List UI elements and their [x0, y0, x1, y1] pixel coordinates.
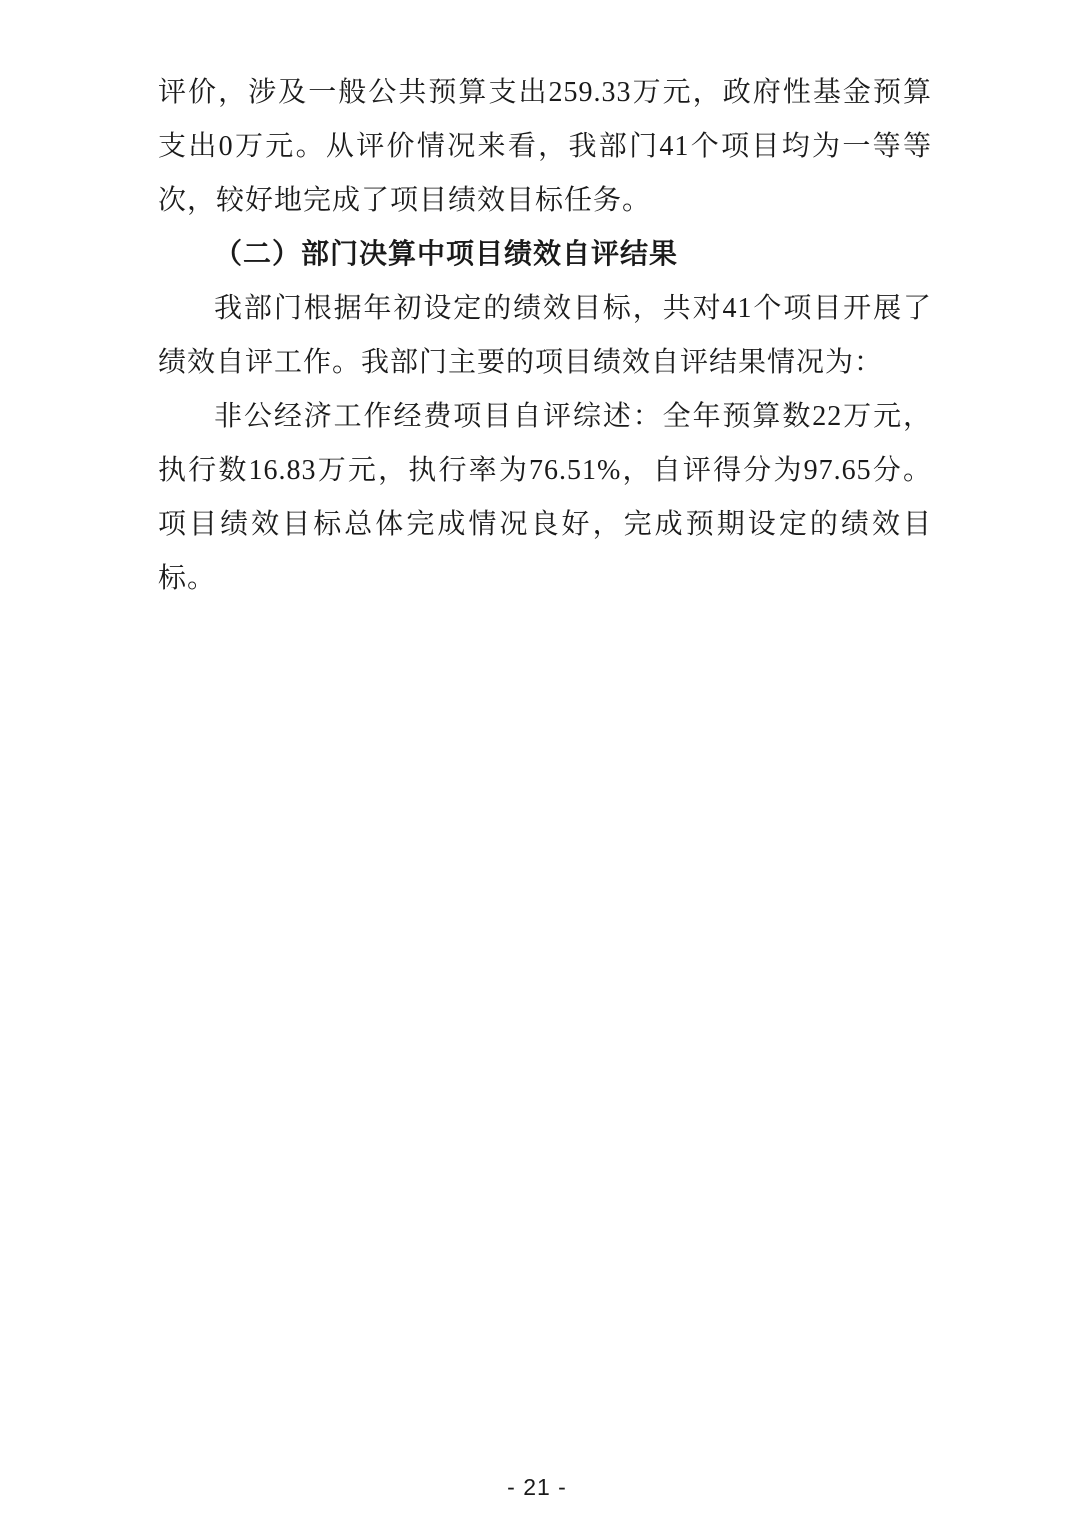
section-heading: （二）部门决算中项目绩效自评结果 — [214, 239, 679, 270]
paragraph: 我部门根据年初设定的绩效目标，共对41个项目开展了绩效自评工作。我部门主要的项目绩效自评结果情况为： — [158, 293, 932, 378]
paragraph: 非公经济工作经费项目自评综述：全年预算数22万元，执行数16.83万元，执行率为76.51%，自评得分为97.65分。项目绩效目标总体完成情况良好，完成预期设定的绩效目标。 — [158, 401, 932, 594]
page-number: - 21 - — [507, 1474, 567, 1500]
document-body — [158, 66, 932, 606]
paragraph-continuation: 评价，涉及一般公共预算支出259.33万元，政府性基金预算支出0万元。从评价情况来看，我部门41个项目均为一等等次，较好地完成了项目绩效目标任务。 — [158, 77, 932, 216]
